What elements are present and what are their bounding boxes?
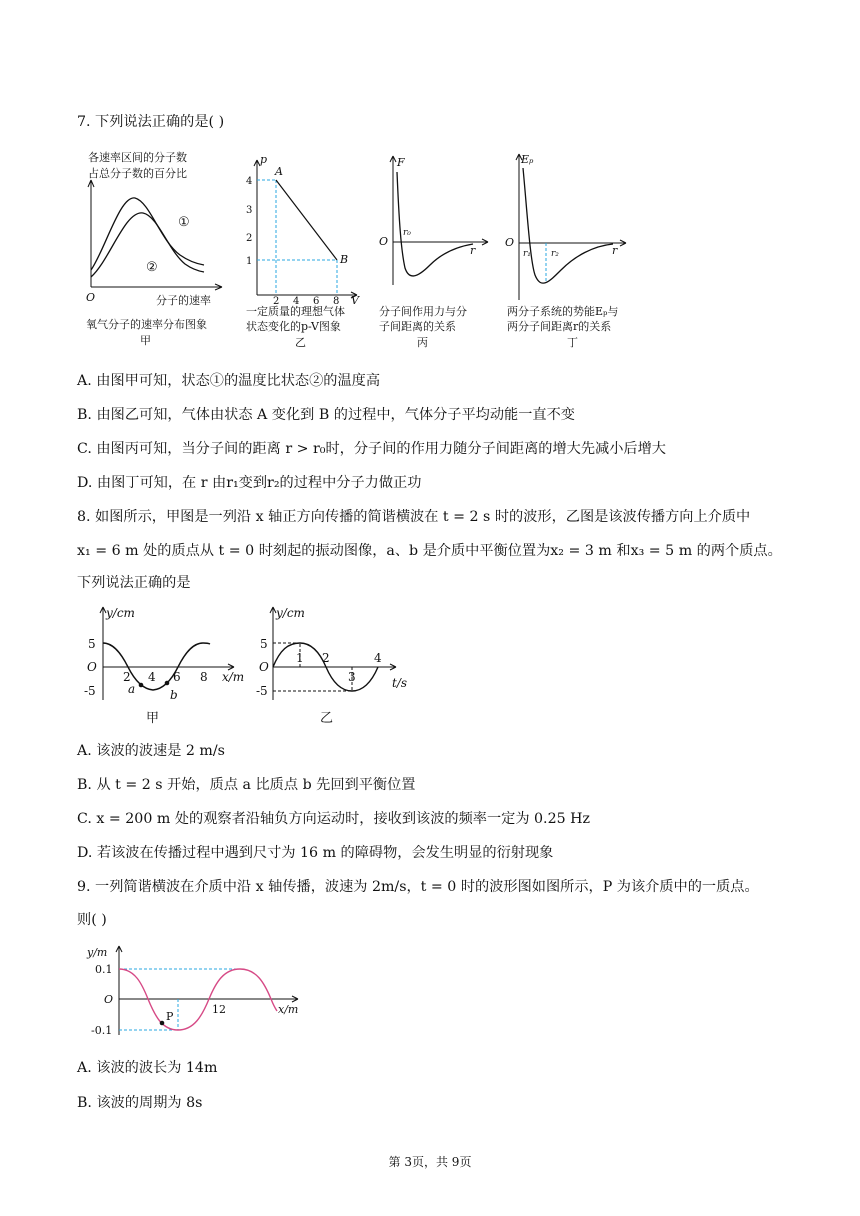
svg-text:2: 2 [273, 296, 280, 307]
q9-option-b: B. 该波的周期为 8s [77, 1095, 203, 1111]
fig-yi-xlabel: V [351, 294, 359, 307]
fig-jia-origin: O [86, 291, 96, 304]
q7-stem: 7. 下列说法正确的是( ) [77, 114, 225, 130]
svg-text:-0.1: -0.1 [91, 1024, 113, 1037]
q9-ylabel: y/m [87, 946, 108, 959]
fig-ding-caption-letter: 丁 [567, 336, 578, 349]
fig-jia-caption-letter: 甲 [140, 334, 151, 347]
fig-ding-xlabel: r [612, 244, 618, 257]
svg-text:3: 3 [348, 670, 356, 684]
svg-text:1: 1 [246, 256, 253, 267]
q8-jia-ylabel: y/cm [106, 606, 135, 620]
q7-figure-yi [243, 150, 368, 350]
svg-text:4: 4 [246, 176, 253, 187]
q9-stem-line2: 则( ) [77, 912, 107, 928]
svg-text:1: 1 [296, 651, 304, 665]
fig-yi-caption-letter: 乙 [295, 336, 306, 349]
q9-xlabel: x/m [278, 1003, 299, 1016]
svg-text:12: 12 [212, 1003, 226, 1016]
svg-text:4: 4 [374, 651, 382, 665]
fig-yi-caption: 一定质量的理想气体 [246, 305, 345, 318]
svg-text:2: 2 [322, 651, 330, 665]
q8-figure-jia [84, 605, 244, 725]
svg-text:6: 6 [313, 296, 320, 307]
svg-text:O: O [87, 660, 97, 674]
q8-yi-ylabel: y/cm [276, 606, 305, 620]
fig-bing-origin: O [379, 235, 389, 248]
q9-figure [80, 940, 310, 1040]
point-a-label: A [275, 165, 283, 178]
fig-jia-ylabel-line1: 各速率区间的分子数 [88, 151, 187, 164]
q8-jia-xlabel: x/m [222, 670, 245, 684]
fig-ding-ylabel: Eₚ [521, 153, 534, 166]
q8-stem-line2: x₁ = 6 m 处的质点从 t = 0 时刻起的振动图像，a、b 是介质中平衡位置为x₂ = 3 m 和x₃ = 5 m 的两个质点。 [77, 543, 782, 559]
svg-text:-5: -5 [84, 684, 96, 698]
fig-ding-caption: 两分子系统的势能Eₚ与 [507, 305, 619, 318]
svg-text:5: 5 [260, 637, 268, 651]
svg-text:O: O [259, 660, 269, 674]
curve-2-label: ② [146, 260, 158, 275]
svg-text:3: 3 [246, 205, 253, 216]
fig-yi-ylabel: p [260, 153, 268, 166]
q8-stem-line1: 8. 如图所示，甲图是一列沿 x 轴正方向传播的简谐横波在 t = 2 s 时的波形，乙图是该波传播方向上介质中 [77, 509, 751, 525]
q8-yi-xlabel: t/s [392, 676, 408, 690]
q8-option-c: C. x = 200 m 处的观察者沿轴负方向运动时，接收到该波的频率一定为 0.25 Hz [77, 811, 590, 827]
svg-text:4: 4 [293, 296, 300, 307]
svg-text:8: 8 [333, 296, 340, 307]
q8-yi-caption: 乙 [320, 711, 334, 726]
q7-figure-jia [80, 150, 230, 350]
point-b-label: B [340, 253, 349, 266]
r1-label: r₁ [523, 249, 531, 259]
page-footer: 第 3页，共 9页 [388, 1155, 472, 1169]
curve-1-label: ① [178, 215, 190, 230]
q7-figure-bing [375, 150, 495, 350]
svg-text:8: 8 [200, 670, 208, 684]
fig-ding-origin: O [505, 236, 515, 249]
svg-text:O: O [104, 993, 114, 1006]
r2-label: r₂ [551, 249, 559, 259]
q8-option-b: B. 从 t = 2 s 开始，质点 a 比质点 b 先回到平衡位置 [77, 777, 416, 793]
q7-option-d: D. 由图丁可知，在 r 由r₁变到r₂的过程中分子力做正功 [77, 475, 422, 491]
q8-point-b: b [170, 688, 178, 702]
fig-ding-caption-2: 两分子间距离r的关系 [507, 320, 612, 333]
q7-option-c: C. 由图丙可知，当分子间的距离 r > r₀时，分子间的作用力随分子间距离的增大先减小后增大 [77, 441, 666, 457]
q8-stem-line3: 下列说法正确的是 [77, 575, 191, 591]
fig-jia-caption: 氧气分子的速率分布图象 [86, 318, 207, 331]
q7-option-b: B. 由图乙可知，气体由状态 A 变化到 B 的过程中，气体分子平均动能一直不变 [77, 407, 575, 423]
q7-option-a: A. 由图甲可知，状态①的温度比状态②的温度高 [77, 373, 381, 389]
q8-jia-caption: 甲 [146, 711, 160, 726]
fig-bing-caption-2: 子间距离的关系 [379, 320, 456, 333]
q9-option-a: A. 该波的波长为 14m [77, 1060, 218, 1076]
q9-stem-line1: 9. 一列简谐横波在介质中沿 x 轴传播，波速为 2m/s，t = 0 时的波形图如图所示，P 为该介质中的一质点。 [77, 879, 759, 895]
fig-bing-caption-letter: 丙 [417, 336, 428, 349]
svg-text:4: 4 [148, 670, 156, 684]
svg-text:6: 6 [173, 670, 181, 684]
q8-point-a: a [128, 682, 136, 696]
svg-text:2: 2 [246, 233, 253, 244]
fig-jia-ylabel-line2: 占总分子数的百分比 [88, 167, 187, 180]
q8-figure-yi [258, 605, 418, 725]
q9-point-p: P [166, 1010, 174, 1023]
svg-text:0.1: 0.1 [95, 963, 113, 976]
svg-text:5: 5 [88, 637, 96, 651]
q8-option-a: A. 该波的波速是 2 m/s [77, 743, 225, 759]
r0-label: r₀ [403, 228, 411, 238]
fig-bing-xlabel: r [470, 244, 476, 257]
fig-bing-ylabel: F [397, 156, 405, 169]
fig-bing-caption: 分子间作用力与分 [379, 305, 467, 318]
svg-text:-5: -5 [256, 684, 268, 698]
fig-jia-xlabel: 分子的速率 [156, 294, 211, 307]
svg-text:2: 2 [123, 670, 131, 684]
fig-yi-caption-2: 状态变化的p-V图象 [246, 320, 341, 333]
q7-figure-ding [505, 150, 645, 350]
q8-option-d: D. 若该波在传播过程中遇到尺寸为 16 m 的障碍物，会发生明显的衍射现象 [77, 845, 554, 861]
